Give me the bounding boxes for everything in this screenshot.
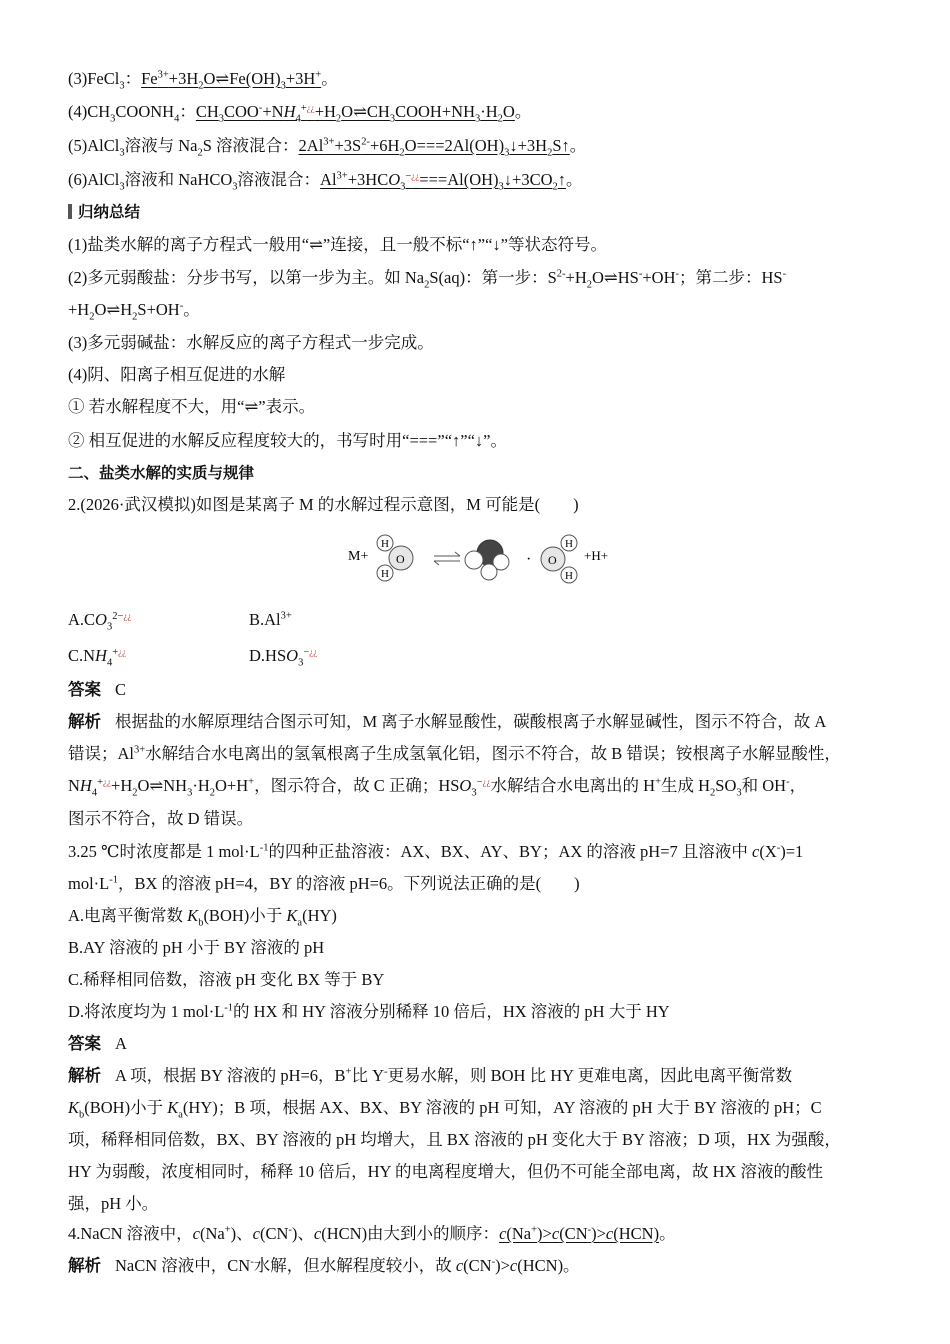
q3-analysis-line-2: $K_b(BOH)$小于 $K_a(HY)$；B 项，根据 AX、BX、BY 溶液的 pH 可知，AY 溶液的 pH 大于 BY 溶液的 pH；C xyxy=(68,1098,822,1121)
equation-6: (6)AlCl$_3$溶液和 NaHCO$_3$溶液混合：$Al^{3+}+3HCO_3^{-¿¿}===Al(OH)_3↓+3CO_2↑$。 xyxy=(68,170,583,193)
q3-option-a: A.电离平衡常数 $K_b(BOH)$小于 $K_a(HY)$ xyxy=(68,906,337,929)
q2-option-d: $D.HSO_3^{-¿¿}$ xyxy=(249,646,318,669)
q2-analysis-line-2: 错误；$Al^{3+}$水解结合水电离出的氢氧根离子生成氢氧化铝，图示不符合，故 B 错误；铵根离子水解显酸性， xyxy=(68,744,841,763)
section-2-heading: 二、盐类水解的实质与规律 xyxy=(68,464,255,482)
q2-option-c: $C.NH_4^{+¿¿}$ xyxy=(68,646,127,669)
summary-point-4-1: ① 若水解程度不大，用“⇌”表示。 xyxy=(68,397,316,416)
summary-point-1: (1)盐类水解的离子方程式一般用“⇌”连接，且一般不标“↑”“↓”等状态符号。 xyxy=(68,235,608,254)
summary-point-2-cont: $+H_2O\rightleftharpoons H_2S+OH^-$。 xyxy=(68,300,200,323)
q2-answer: 答案 C xyxy=(68,680,127,699)
q3-option-d: D.将浓度均为 1 $mol\cdot L^{-1}$的 HX 和 HY 溶液分别稀释 10 倍后，HX 溶液的 pH 大于 HY xyxy=(68,1002,670,1021)
q3-analysis-line-1: 解析 A 项，根据 BY 溶液的 pH=6，B+比 Y-更易水解，则 BOH 比 HY 更难电离，因此电离平衡常数 xyxy=(68,1066,793,1085)
diagram-h-plus: +H+ xyxy=(584,548,609,563)
q2-analysis-line-4: 图示不符合，故 D 错误。 xyxy=(68,809,254,828)
hydrogen-label: H xyxy=(381,538,389,550)
equilibrium-arrow xyxy=(434,561,439,565)
equation-5: (5)AlCl$_3$溶液与 $Na_2S$ 溶液混合：$2Al^{3+}+3S^{2-}+6H_2O===2Al(OH)_3↓+3H_2S↑$。 xyxy=(68,136,587,159)
q3-analysis-line-4: HY 为弱酸，浓度相同时，稀释 10 倍后，HY 的电离程度增大，但仍不可能全部电离，故 HX 溶液的酸性 xyxy=(68,1162,824,1181)
heading-bar-icon xyxy=(68,204,72,219)
q3-option-c: C.稀释相同倍数，溶液 pH 变化 BX 等于 BY xyxy=(68,970,385,989)
hydrolysis-diagram xyxy=(340,530,630,590)
q2-option-a: $A.CO_3^{2-¿¿}$ xyxy=(68,610,132,633)
q2-option-b: $B.Al^{3+}$ xyxy=(249,610,292,629)
hydrogen-label: H xyxy=(381,568,389,580)
oxygen-label: O xyxy=(548,553,557,567)
equilibrium-arrow xyxy=(455,552,460,556)
q2-analysis-line-1: 解析 根据盐的水解原理结合图示可知，M 离子水解显酸性，碳酸根离子水解显碱性，图示不符合，故 A xyxy=(68,712,827,731)
q2-analysis-line-3: $NH_4^{+¿¿}+H_2O\rightleftharpoons NH_3\cdot H_2O+H^+$，图示符合，故 C 正确；$HSO_3^{-¿¿}$水解结合水电离出的 H+生成 $H_2SO_3$和 OH-， xyxy=(68,776,807,799)
summary-point-4: (4)阴、阳离子相互促进的水解 xyxy=(68,365,286,384)
q3-option-b: B.AY 溶液的 pH 小于 BY 溶液的 pH xyxy=(68,938,325,957)
product-hydrogen-atom xyxy=(481,564,497,580)
equation-4: $(4)CH_3COONH_4$：$CH_3COO^-+NH_4^{+¿¿}+H_2O\rightleftharpoons CH_3COOH+NH_3\cdot H_2O$。 xyxy=(68,102,532,125)
question-2: 2.(2026·武汉模拟)如图是某离子 M 的水解过程示意图，M 可能是( ) xyxy=(68,495,579,514)
q4-analysis: 解析 NaCN 溶液中，CN-水解，但水解程度较小，故 c(CN-)>c(HCN)。 xyxy=(68,1256,580,1275)
question-3-line-1: 3.25 ℃时浓度都是 1 $mol\cdot L^{-1}$的四种正盐溶液：AX、BX、AY、BY；AX 的溶液 pH=7 且溶液中 c(X-)=1 xyxy=(68,842,804,861)
summary-point-3: (3)多元弱碱盐：水解反应的离子方程式一步完成。 xyxy=(68,333,434,352)
equation-3: (3)FeCl$_3$：$Fe^{3+}+3H_2O\rightleftharpoons Fe(OH)_3+3H^+$。 xyxy=(68,69,338,92)
summary-point-4-2: ② 相互促进的水解反应程度较大的，书写时用“===”“↑”“↓”。 xyxy=(68,431,507,450)
product-oxygen-atom xyxy=(465,551,483,569)
summary-point-2: (2)多元弱酸盐：分步书写，以第一步为主。如 $Na_2S(aq)$：第一步：$S^{2-}+H_2O\rightleftharpoons HS^-+OH^-$；第二步：HS- xyxy=(68,268,787,291)
oxygen-label: O xyxy=(396,552,405,566)
hydrogen-label: H xyxy=(565,570,573,582)
q3-analysis-line-5: 强，pH 小。 xyxy=(68,1194,159,1213)
q3-analysis-line-3: 项，稀释相同倍数，BX、BY 溶液的 pH 均增大，且 BX 溶液的 pH 变化大于 BY 溶液；D 项，HX 为强酸， xyxy=(68,1130,841,1149)
diagram-dot: · xyxy=(526,551,532,568)
q3-answer: 答案 A xyxy=(68,1034,127,1053)
summary-heading: 归纳总结 xyxy=(68,201,140,223)
diagram-m-label: M+ xyxy=(348,549,369,564)
question-3-line-2: $mol\cdot L^{-1}$，BX 的溶液 pH=4，BY 的溶液 pH=6。下列说法正确的是( ) xyxy=(68,874,580,893)
question-4: 4.NaCN 溶液中，c(Na+)、c(CN-)、c(HCN)由大到小的顺序：c(Na+)>c(CN-)>c(HCN)。 xyxy=(68,1224,676,1243)
hydrogen-label: H xyxy=(565,538,573,550)
